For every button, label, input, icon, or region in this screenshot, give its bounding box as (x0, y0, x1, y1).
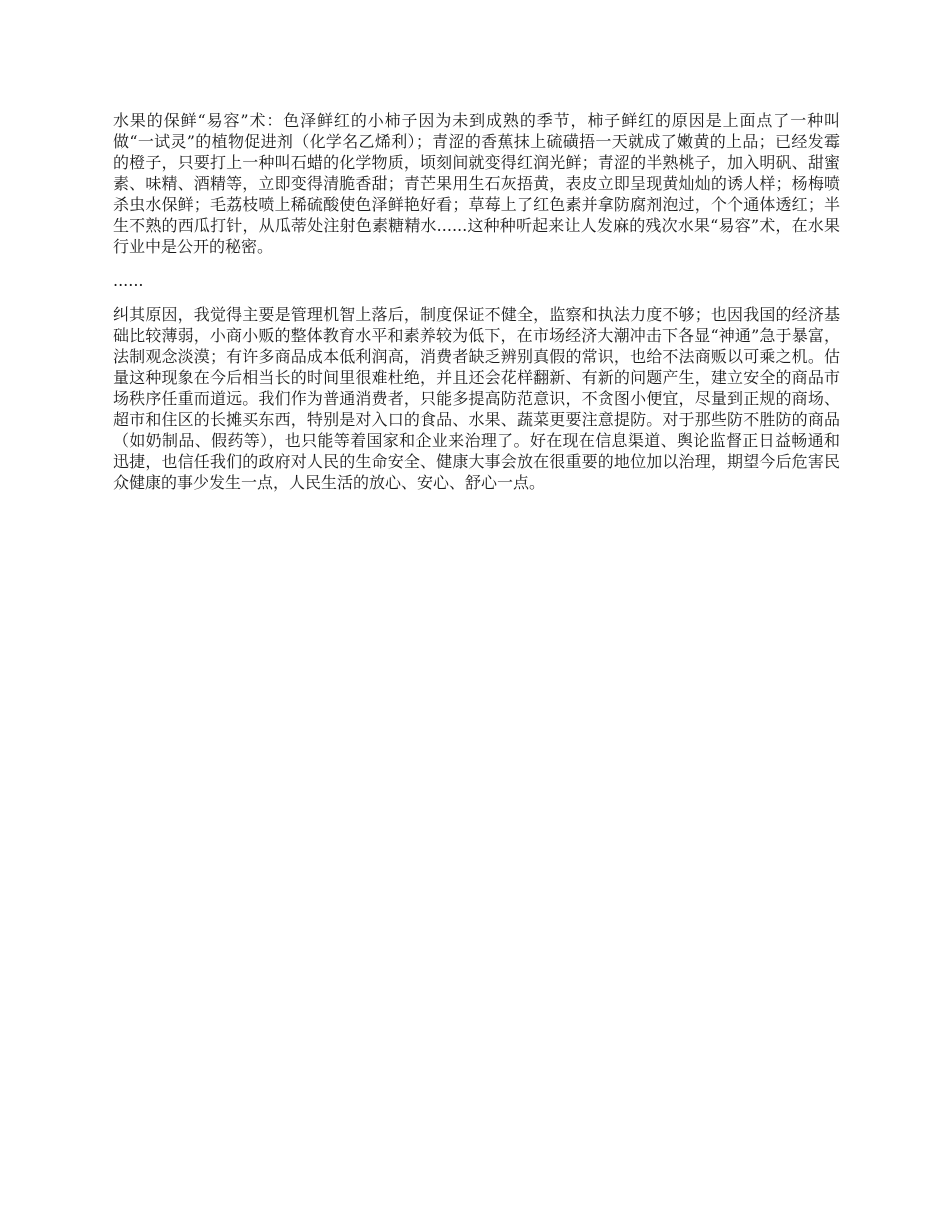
paragraph-ellipsis: ...... (113, 271, 144, 290)
paragraph-causes: 纠其原因，我觉得主要是管理机智上落后，制度保证不健全，监察和执法力度不够；也因我国的经济基础比较薄弱，小商小贩的整体教育水平和素养较为低下，在市场经济大潮冲击下各显“神通”急于暴富，法制观念淡漠；有许多商品成本低利润高，消费者缺乏辨别真假的常识，也给不法商贩以可乘之机。估量这种现象在今后相当长的时间里很难杜绝，并且还会花样翻新、有新的问题产生，建立安全的商品市场秩序任重而道远。我们作为普通消费者，只能多提高防范意识，不贪图小便宜，尽量到正规的商场、超市和住区的长摊买东西，特别是对入口的食品、水果、蔬菜更要注意提防。对于那些防不胜防的商品（如奶制品、假药等），也只能等着国家和企业来治理了。好在现在信息渠道、舆论监督正日益畅通和迅捷，也信任我们的政府对人民的生命安全、健康大事会放在很重要的地位加以治理，期望今后危害民众健康的事少发生一点，人民生活的放心、安心、舒心一点。 (113, 305, 840, 492)
paragraph-fruit-preservation: 水果的保鲜“易容”术：色泽鲜红的小柿子因为未到成熟的季节，柿子鲜红的原因是上面点了一种叫做“一试灵”的植物促进剂（化学名乙烯利）；青涩的香蕉抹上硫磺捂一天就成了嫩黄的上品；已经发霉的橙子，只要打上一种叫石蜡的化学物质，顷刻间就变得红润光鲜；青涩的半熟桃子，加入明矾、甜蜜素、味精、酒精等，立即变得清脆香甜；青芒果用生石灰捂黄，表皮立即呈现黄灿灿的诱人样；杨梅喷杀虫水保鲜；毛荔枝喷上稀硫酸使色泽鲜艳好看；草莓上了红色素并拿防腐剂泡过，个个通体透红；半生不熟的西瓜打针，从瓜蒂处注射色素糖精水......这种种听起来让人发麻的残次水果“易容”术，在水果行业中是公开的秘密。 (113, 111, 840, 256)
document-body (113, 110, 840, 506)
